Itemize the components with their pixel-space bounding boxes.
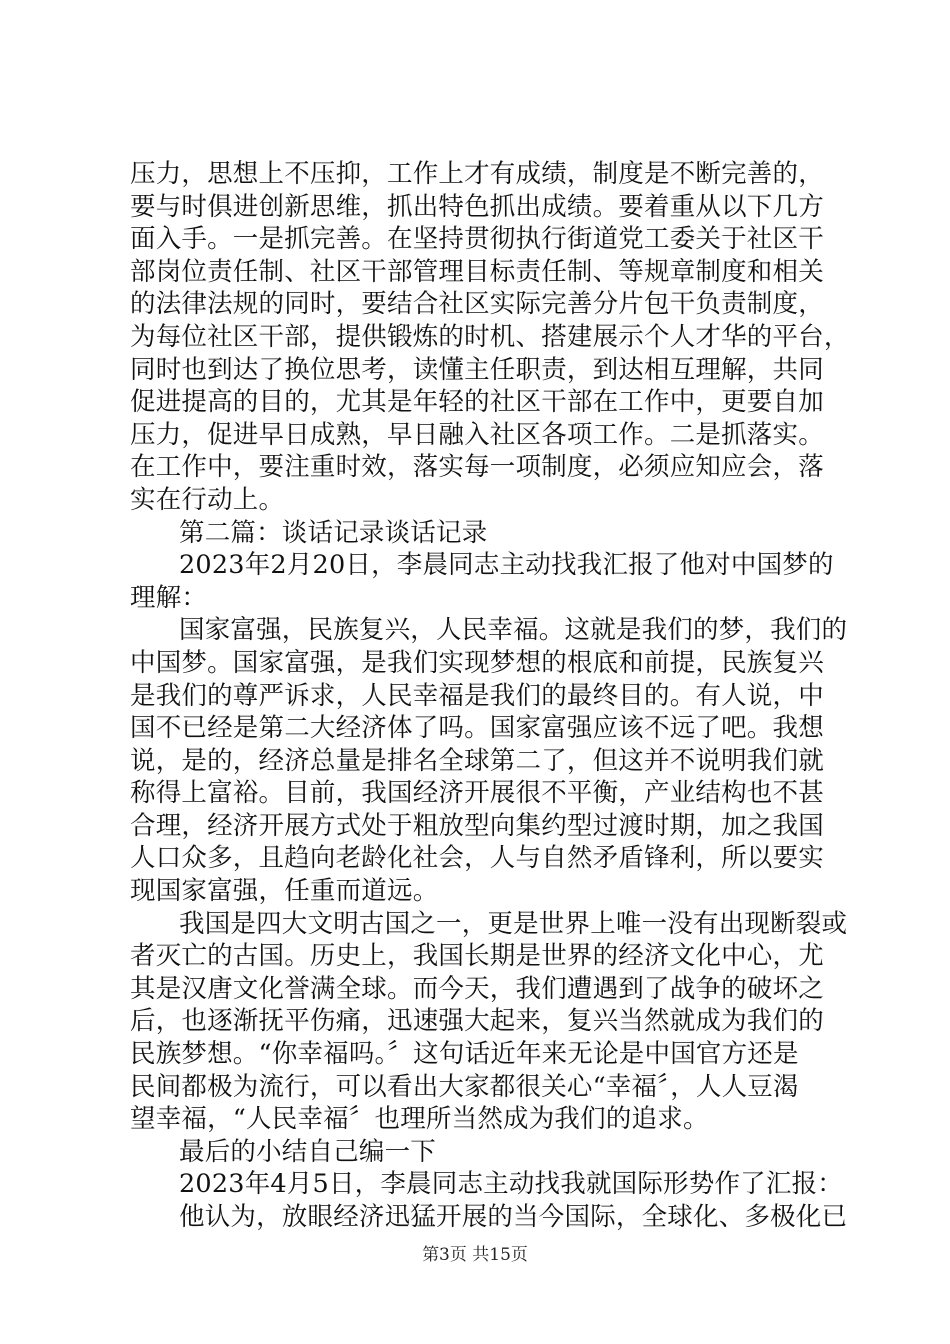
body-line: 2023年4月5日，李晨同志主动找我就国际形势作了汇报： bbox=[179, 1169, 843, 1200]
body-line: 国不已经是第二大经济体了吗。国家富强应该不远了吧。我想 bbox=[130, 713, 824, 744]
body-line: 是我们的尊严诉求，人民幸福是我们的最终目的。有人说，中 bbox=[130, 680, 824, 711]
body-line: 他认为，放眼经济迅猛开展的当今国际，全球化、多极化已 bbox=[179, 1202, 848, 1232]
body-line: 的法律法规的同时，要结合社区实际完善分片包干负责制度， bbox=[130, 289, 824, 320]
page-number: 第3页 共15页 bbox=[422, 1245, 528, 1265]
body-line: 人口众多，且趋向老龄化社会，人与自然矛盾锋利，所以要实 bbox=[130, 843, 824, 874]
body-line: 同时也到达了换位思考，读懂主任职责，到达相互理解，共同 bbox=[130, 354, 824, 385]
body-line: 促进提高的目的，尤其是年轻的社区干部在工作中，更要自加 bbox=[130, 387, 824, 418]
body-line: 理解： bbox=[130, 582, 208, 613]
body-line: 民族梦想。“你幸福吗。〞这句话近年来无论是中国官方还是 bbox=[130, 1039, 799, 1070]
document-body bbox=[130, 158, 850, 1234]
body-line: 我国是四大文明古国之一，更是世界上唯一没有出现断裂或 bbox=[179, 908, 848, 939]
body-line: 称得上富裕。目前，我国经济开展很不平衡，产业结构也不甚 bbox=[130, 778, 824, 809]
body-line: 压力，思想上不压抑，工作上才有成绩，制度是不断完善的， bbox=[130, 159, 824, 189]
body-line: 望幸福，“人民幸福〞也理所当然成为我们的追求。 bbox=[130, 1104, 709, 1135]
body-line: 实在行动上。 bbox=[130, 484, 285, 515]
body-line: 在工作中，要注重时效，落实每一项制度，必须应知应会，落 bbox=[130, 452, 824, 483]
body-line: 部岗位责任制、社区干部管理目标责任制、等规章制度和相关 bbox=[130, 256, 824, 287]
body-line: 后，也逐渐抚平伤痛，迅速强大起来，复兴当然就成为我们的 bbox=[130, 1006, 824, 1037]
body-line: 者灭亡的古国。历史上，我国长期是世界的经济文化中心，尤 bbox=[130, 941, 824, 972]
body-line: 面入手。一是抓完善。在坚持贯彻执行街道党工委关于社区干 bbox=[130, 224, 824, 255]
body-line: 为每位社区干部，提供锻炼的时机、搭建展示个人才华的平台， bbox=[130, 321, 850, 352]
page-footer bbox=[0, 1244, 950, 1266]
body-line: 国家富强，民族复兴，人民幸福。这就是我们的梦，我们的 bbox=[179, 615, 848, 646]
body-line: 中国梦。国家富强，是我们实现梦想的根底和前提，民族复兴 bbox=[130, 647, 824, 678]
body-line: 说，是的，经济总量是排名全球第二了，但这并不说明我们就 bbox=[130, 745, 824, 776]
body-line: 合理，经济开展方式处于粗放型向集约型过渡时期，加之我国 bbox=[130, 810, 824, 841]
body-line: 2023年2月20日，李晨同志主动找我汇报了他对中国梦的 bbox=[179, 550, 834, 581]
body-line: 民间都极为流行，可以看出大家都很关心“幸福〞，人人豆渴 bbox=[130, 1071, 799, 1102]
body-line: 最后的小结自己编一下 bbox=[179, 1136, 437, 1167]
body-line: 现国家富强，任重而道远。 bbox=[130, 876, 439, 907]
body-line: 压力，促进早日成熟，早日融入社区各项工作。二是抓落实。 bbox=[130, 419, 824, 450]
body-line: 其是汉唐文化誉满全球。而今天，我们遭遇到了战争的破坏之 bbox=[130, 973, 824, 1004]
body-line: 要与时俱进创新思维，抓出特色抓出成绩。要着重从以下几方 bbox=[130, 191, 824, 222]
section-heading: 第二篇：谈话记录谈话记录 bbox=[179, 517, 488, 548]
